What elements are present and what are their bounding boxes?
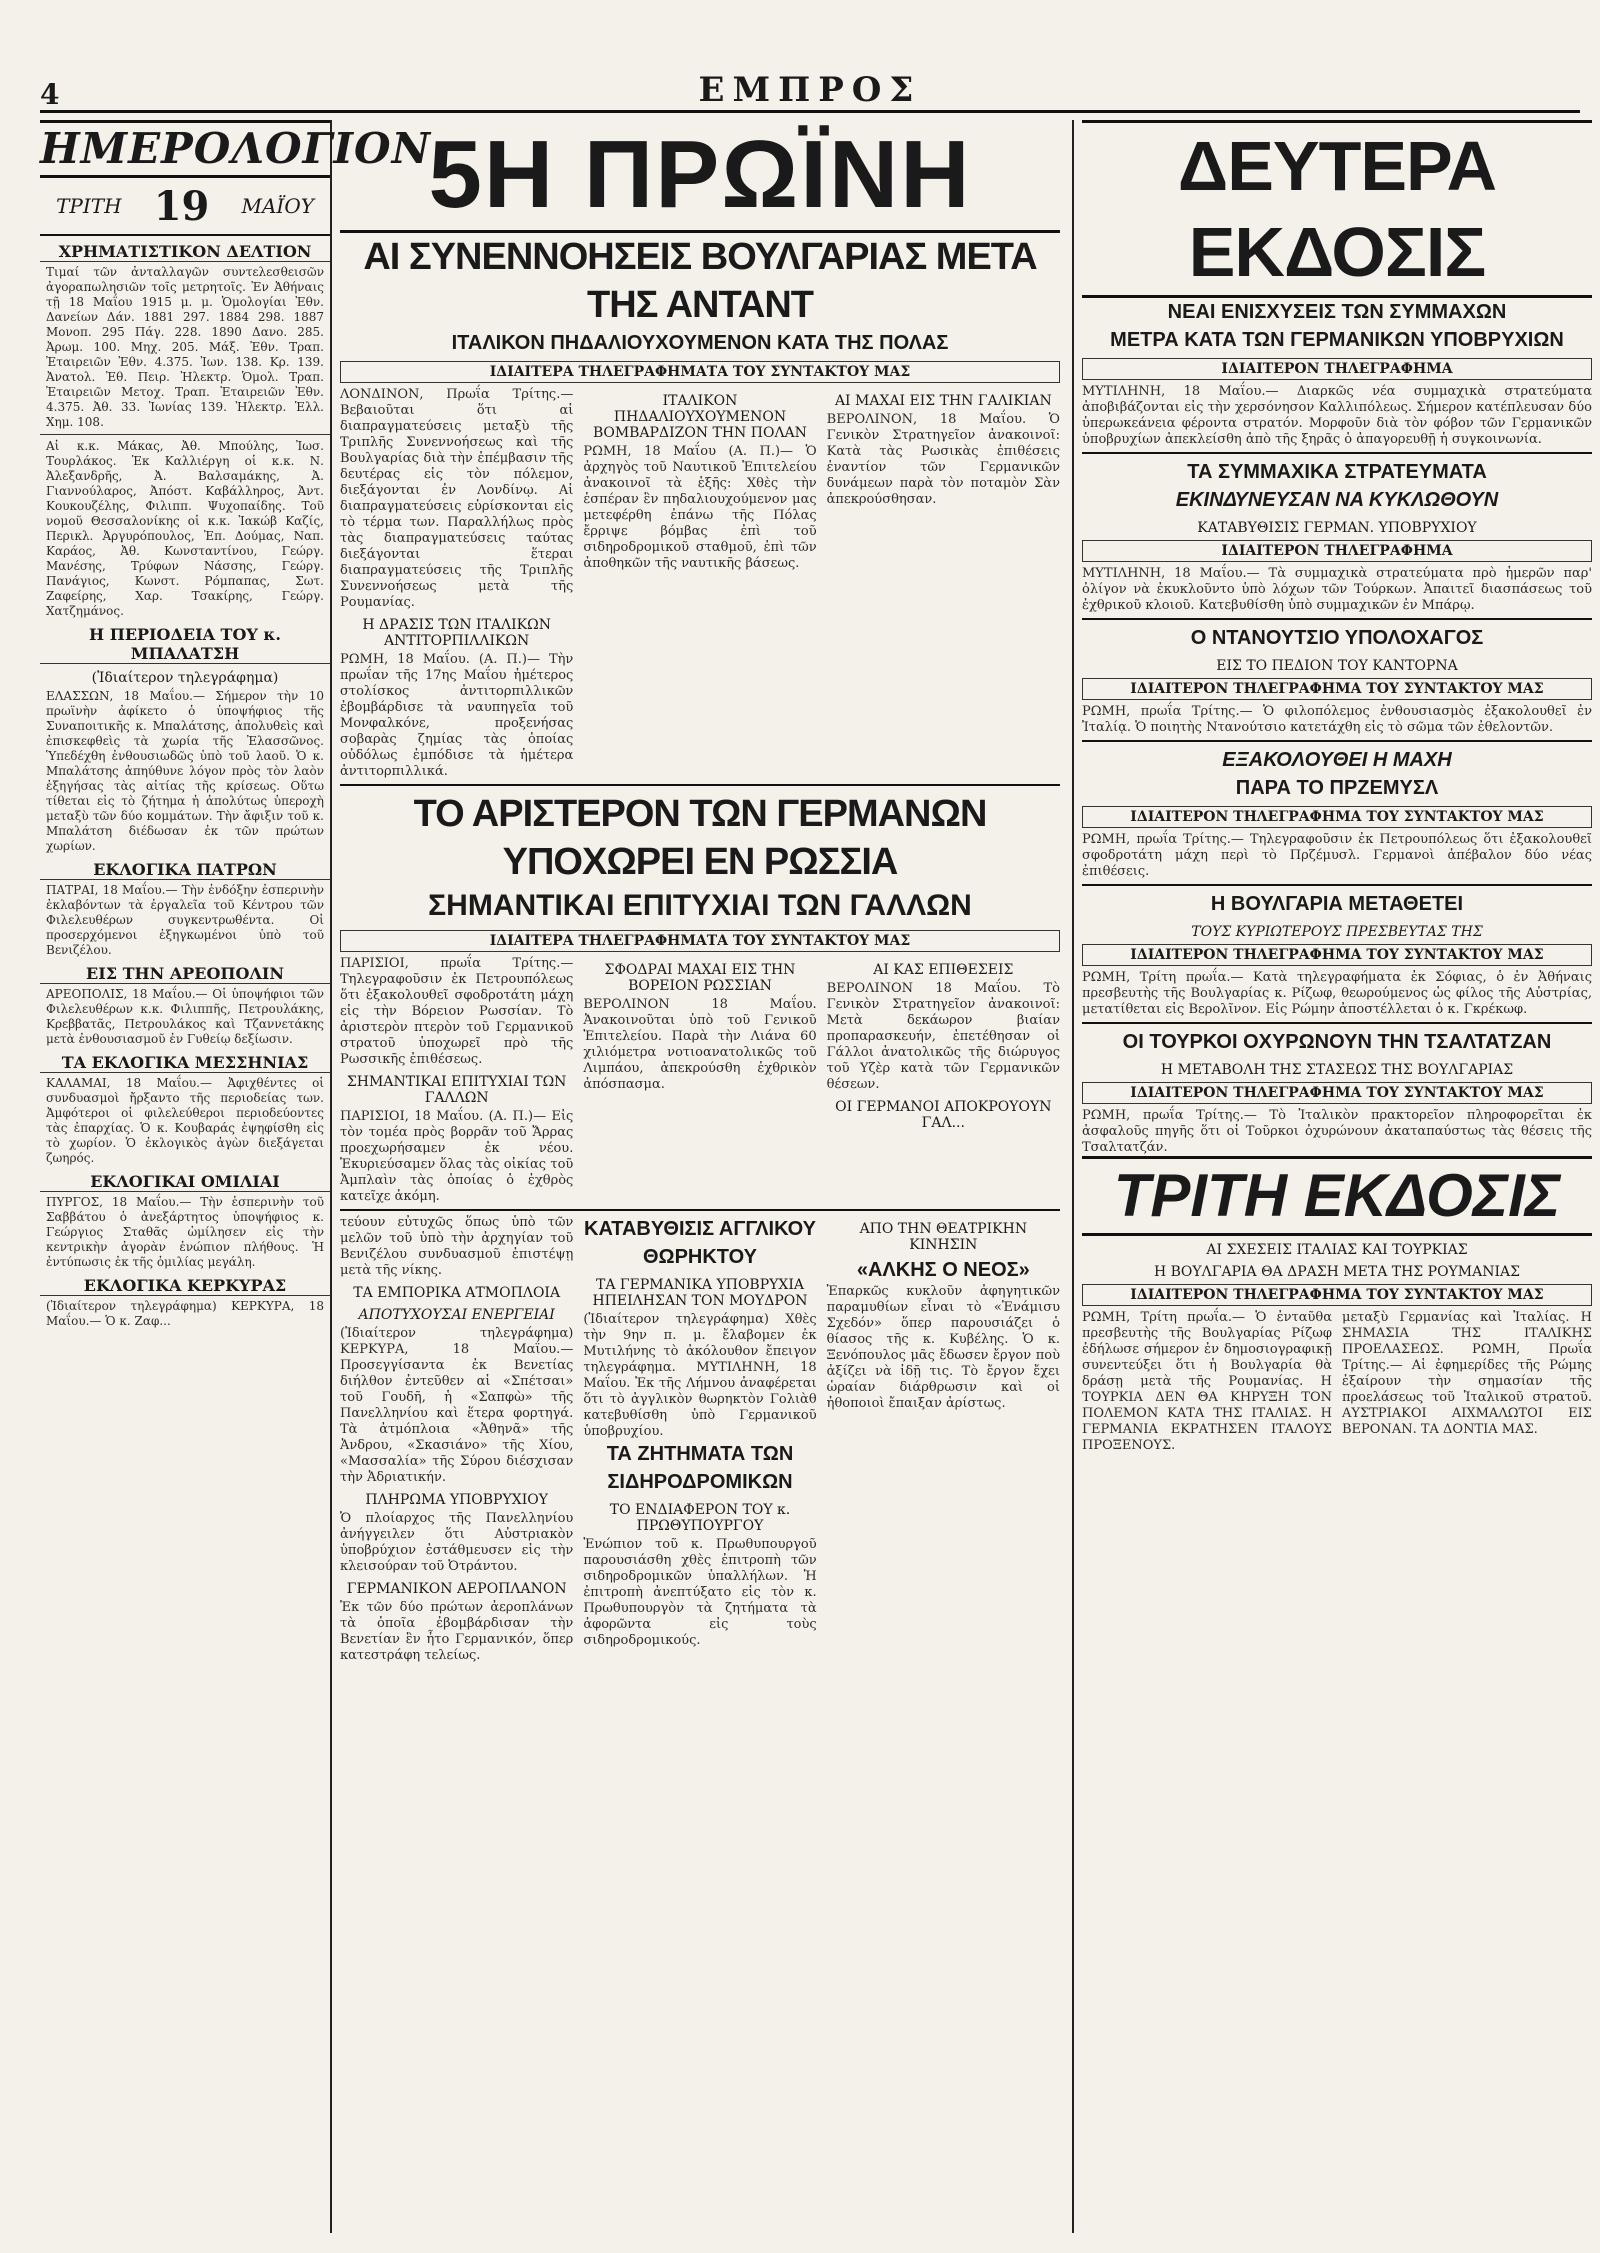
battleship-sinking-text: (Ἰδιαίτερον τηλεγράφημα) Χθὲς τὴν 9ην π. μ. ἔλαβομεν ἐκ Μυτιλήνης τὸ ἀκόλουθον ἔπειγον τηλεγράφημα. ΜΥΤΙΛΗΝΗ, 18 Μαΐου. Ἐκ τῆς Λήμνου ἀναφέρεται ὅτι τὸ ἀγγλικὸν θωρηκτὸν Γολιὰθ κατεβυθίσθη ὑπὸ Γερμανικοῦ ὑποβρυχίου. [583, 1312, 817, 1439]
italian-action-heading: Η ΔΡΑΣΙΣ ΤΩΝ ΙΤΑΛΙΚΩΝ ΑΝΤΙΤΟΡΠΙΛΛΙΚΩΝ [362, 617, 551, 649]
dannunzio-text: ΡΩΜΗ, πρωΐα Τρίτης.— Ὁ φιλοπόλεμος ἐνθουσιασμὸς ἐξακολουθεῖ ἐν Ἰταλίᾳ. Ὁ ποιητὴς Ντανούτσιο κατετάχθη εἰς τὸ σῶμα τῶν ἐθελοντῶν. [1082, 704, 1592, 735]
theater-text: Ἐπαρκῶς κυκλοῦν ἀφηγητικῶν παραμυθίων εἶναι τὸ «Ἐνάμισυ Σχεδόν» ὅπερ παρουσιάζει ὁ θίασος τῆς κ. Κυβέλης. Ὁ κ. Ξενόπουλος μᾶς ἔδωσεν ἔργον ποὺ ἀξίζει νὰ ἰδῇ τις. Τὸ ἔργον ἔχει ὡραίαν διάρθρωσιν καὶ οἱ ἠθοποιοὶ ἔπαιξαν ἀρίστως. [826, 1284, 1060, 1411]
bombing-text: ΡΩΜΗ, 18 Μαΐου (Α. Π.)— Ὁ ἀρχηγὸς τοῦ Ναυτικοῦ Ἐπιτελείου ἀνακοινοῖ τὰ ἑξῆς: Χθὲς τὴν ἑσπέραν ἓν πηδαλιουχούμενον μας μετεφέρθη ἐπάνω τῆς Πόλας ἔρριψε βόμβας ἐπὶ τοῦ σιδηροδρομικοῦ σταθμοῦ, ἐπὶ τῶν ἀποθηκῶν τῆς ναυτικῆς βάσεως. [583, 444, 817, 571]
gallic-success-heading: ΣΗΜΑΝΤΙΚΑΙ ΕΠΙΤΥΧΙΑΙ ΤΩΝ ΓΑΛΛΩΝ [346, 1074, 567, 1106]
galicia-text: ΒΕΡΟΛΙΝΟΝ, 18 Μαΐου. Ὁ Γενικὸν Στρατηγεῖον ἀνακοινοῖ: Κατὰ τὰς Ρωσικὰς ἐπιθέσεις ἐναντίον τῶν Γερμανικῶν δυνάμεων παρὰ τὸν ποταμὸν Σὰν ἀπεκρούσθησαν. [826, 412, 1060, 507]
messinia-heading: ΤΑ ΕΚΛΟΓΙΚΑ ΜΕΣΣΗΝΙΑΣ [40, 1053, 330, 1073]
germans-repulse-heading: ΟΙ ΓΕΡΜΑΝΟΙ ΑΠΟΚΡΟΥΟΥΝ ΓΑΛ... [835, 1099, 1052, 1131]
theater-play-title: «ΑΛΚΗΣ Ο ΝΕΟΣ» [856, 1259, 1030, 1281]
theater-heading: ΑΠΟ ΤΗΝ ΘΕΑΤΡΙΚΗΝ ΚΙΝΗΣΙΝ [859, 1221, 1028, 1253]
railway-subheading: ΤΟ ΕΝΔΙΑΦΕΡΟΝ ΤΟΥ κ. ΠΡΩΘΥΠΟΥΡΓΟΥ [609, 1502, 791, 1534]
mytilene-text: ΜΥΤΙΛΗΝΗ, 18 Μαΐου.— Διαρκῶς νέα συμμαχικὰ στρατεύματα ἀποβιβάζονται εἰς τὴν χερσόνησον Καλλιπόλεως. Σήμερον κατέπλευσαν δύο ὑπερωκεάνεια φέροντα στρατόν. Μορφοῦν διὰ τὸν φόβον τῶν Γερμανικῶν ὑποβρυχίων ἀπεκλείσθη ἀπὸ τῆς ξηρᾶς ὁ ἀπαγορευθῇ ἡ συγκοινωνία. [1082, 384, 1592, 447]
special-telegram-heading-2: ΙΔΙΑΙΤΕΡΟΝ ΤΗΛΕΓΡΑΦΗΜΑ [1082, 540, 1592, 562]
patron-heading: ΕΚΛΟΓΙΚΑ ΠΑΤΡΩΝ [40, 860, 330, 880]
second-edition-heading: ΔΕΥΤΕΡΑ ΕΚΔΟΣΙΣ [1082, 120, 1592, 298]
finance-text: Τιμαί τῶν ἀνταλλαγῶν συντελεσθεισῶν ἀγοραπωλησιῶν τοῖς μετρητοῖς. Ἐν Ἀθήναις τῇ 18 Μαΐου 1915 μ. μ. Ὁμολογίαι Ἐθν. Δανείων Δάν. 1881 297. 1884 298. 1887 Μονοπ. 295 Πάγ. 228. 1890 Δανο. 285. Ἀρωμ. 100. Μηχ. 205. Μάξ. Ἐθν. Τραπ. Ἐταιρειῶν Ἐθν. 4.375. Ἰων. 138. Κρ. 139. Ἀνατολ. Ἐθ. Πειρ. Ἠλεκτρ. Ὁμολ. Τραπ. Ἐταιρειῶν Μετοχ. Τραπ. Ἐταιρειῶν Ἐθν. 4.375. Ἀθ. 33. Ἰωνίας 139. Ἠλεκτρ. Ἑλλ. Χημ. 108. [46, 265, 324, 429]
battleship-sinking-heading: ΚΑΤΑΒΥΘΙΣΙΣ ΑΓΓΛΙΚΟΥ ΘΩΡΗΚΤΟΥ [584, 1218, 816, 1268]
areopolis-heading: ΕΙΣ ΤΗΝ ΑΡΕΟΠΟΛΙΝ [40, 964, 330, 984]
special-telegram-mine-heading-2: ΙΔΙΑΙΤΕΡΟΝ ΤΗΛΕΓΡΑΦΗΜΑ ΤΟΥ ΣΥΝΤΑΚΤΟΥ ΜΑΣ [1082, 806, 1592, 828]
anti-submarine-measures-heading: ΜΕΤΡΑ ΚΑΤΑ ΤΩΝ ΓΕΡΜΑΝΙΚΩΝ ΥΠΟΒΡΥΧΙΩΝ [1110, 329, 1564, 351]
month: ΜΑΪΟΥ [241, 194, 314, 218]
bulgaria-transfers-text: ΡΩΜΗ, Τρίτη πρωΐα.— Κατὰ τηλεγραφήματα ἐκ Σόφιας, ὁ ἐν Ἀθήναις πρεσβευτὴς τῆς Βουλγαρίας κ. Ρίζωφ, θεωρούμενος ὡς φίλος τῆς Αὐστρίας, μετατίθεται εἰς Βερολῖνον. Εἰς Ρώμην ἀποστέλλεται ὁ κ. Γκρέκωφ. [1082, 970, 1592, 1017]
bulgaria-romania-heading: Η ΒΟΥΛΓΑΡΙΑ ΘΑ ΔΡΑΣΗ ΜΕΤΑ ΤΗΣ ΡΟΥΜΑΝΙΑΣ [1153, 1264, 1521, 1280]
mytilene2-text: ΜΥΤΙΛΗΝΗ, 18 Μαΐου.— Τὰ συμμαχικὰ στρατεύματα πρὸ ἡμερῶν παρ' ὀλίγον νὰ ἐκυκλοῦντο ὑπὸ λόχων τῶν Τούρκων. Ἀπαιτεῖ διασπάσεως τοῦ ἐχθρικοῦ κλοιοῦ. Κατεβυθίσθη ὑπὸ συμμαχικῶν ἐν Μπάρῳ. [1082, 566, 1592, 613]
attacks-text: ΒΕΡΟΛΙΝΟΝ 18 Μαΐου. Τὸ Γενικὸν Στρατηγεῖον ἀνακοινοῖ: Μετὰ δεκάωρον βιαίαν προπαρασκευήν, ἐπετέθησαν οἱ Γάλλοι ἀνατολικῶς τῆς διώρυγος τοῦ Υζὲρ κατὰ τῶν Γερμανικῶν θέσεων. [826, 981, 1060, 1092]
italy-turkey-heading: ΑΙ ΣΧΕΣΕΙΣ ΙΤΑΛΙΑΣ ΚΑΙ ΤΟΥΡΚΙΑΣ [1206, 1242, 1468, 1258]
persons-text: Αἱ κ.κ. Μάκας, Ἀθ. Μπούλης, Ἰωσ. Τουρλάκος. Ἐκ Καλλιέργη οἱ κ.κ. Ν. Ἀλεξανδρῆς, Ἀ. Βαλσαμάκης, Ἀ. Γιαννούλαρος, Ἀπόστ. Καβάλληρος, Ἀντ. Κουκουζέλης, Φιλιππ. Ψυχοπαίδης. Τοῦ νομοῦ Θεσσαλονίκης οἱ κ.κ. Ἰακώβ Καζίς, Περικλ. Ἀργυρόπουλος, Ἐπ. Δούμας, Ναπ. Καράος, Ἀθ. Κωνσταντίνου, Γεώργ. Μανέσης, Τρύφων Νάσσης, Γεώργ. Πανάγιος, Κωνστ. Ρόμπαπας, Σωτ. Ζαφείρης, Χαρ. Τσακίρης, Γεώργ. Χατζημάνος. [46, 439, 324, 618]
battleship-sinking-subheading: ΤΑ ΓΕΡΜΑΝΙΚΑ ΥΠΟΒΡΥΧΙΑ ΗΠΕΙΛΗΣΑΝ ΤΟΝ ΜΟΥΔΡΟΝ [592, 1277, 808, 1309]
allied-troops-heading: ΤΑ ΣΥΜΜΑΧΙΚΑ ΣΤΡΑΤΕΥΜΑΤΑ [1187, 461, 1487, 483]
patron-text: ΠΑΤΡΑΙ, 18 Μαΐου.— Τὴν ἐνδόξην ἐσπερινὴν ἐκλαβόντων τὰ ἐργαλεῖα τοῦ Κέντρου τῶν Φιλελευθέρων συγκεντρωθέντα. Οἱ προσερχόμενοι ἐξηγκωμένοι ὑπὸ τοῦ Βενιζέλου. [46, 883, 324, 957]
bottom-articles [340, 1215, 1060, 1664]
paper-name: ΕΜΠΡΟΣ [698, 70, 922, 110]
dannunzio-subheading: ΕΙΣ ΤΟ ΠΕΔΙΟΝ ΤΟΥ ΚΑΝΤΟΡΝΑ [1216, 658, 1458, 674]
bombing-heading: ΙΤΑΛΙΚΟΝ ΠΗΔΑΛΙΟΥΧΟΥΜΕΝΟΝ ΒΟΜΒΑΡΔΙΖΟΝ ΤΗΝ ΠΟΛΑΝ [593, 393, 807, 441]
masthead [40, 70, 1580, 113]
rome-text: ΡΩΜΗ, 18 Μαΐου. (Α. Π.)— Τὴν πρωΐαν τῆς 17ης Μαΐου ἡμέτερος στολίσκος ἀντιτορπιλλικῶν ἐβομβάρδισε τὰ ναυπηγεῖα τοῦ Μονφαλκόνε, προξενήσας σοβαρὰς ζημίας τὰς ὁποίας οὐδόλως ἐμπόδισε τὰ ἡμέτερα ἀντιτορπιλλικά. [340, 652, 574, 779]
north-russia-text: ΒΕΡΟΛΙΝΟΝ 18 Μαΐου. Ἀνακοινοῦται ὑπὸ τοῦ Γενικοῦ Ἐπιτελείου. Παρὰ τὴν Λιάνα 60 χιλιόμετρα νοτιοανατολικῶς τοῦ Λιμπάου, ἀπεκρούσθη ἐχθρικὸν ἀπόσπασμα. [583, 997, 817, 1092]
german-airplane-text: Ἐκ τῶν δύο πρώτων ἀεροπλάνων τὰ ὁποῖα ἐβομβάρδισαν τὴν Βενετίαν ἓν ἦτο Γερμανικόν, ὅπερ κατεστράφη τελείως. [340, 1600, 574, 1663]
paris-text: ΠΑΡΙΣΙΟΙ, πρωΐα Τρίτης.— Τηλεγραφοῦσιν ἐκ Πετρουπόλεως ὅτι ἐξακολουθεῖ σφοδροτάτη μάχη εἰς τὴν Βόρειον Ρωσσίαν. Τὸ ἀριστερὸν πτερὸν τοῦ Γερμανικοῦ στρατοῦ ὑποχωρεῖ πρὸ τῆς Ρωσσικῆς ἐπιθέσεως. [340, 956, 574, 1067]
mpalatsi-heading: Η ΠΕΡΙΟΔΕΙΑ ΤΟΥ κ. ΜΠΑΛΑΤΣΗ [40, 625, 330, 664]
german-left-retreat-heading: ΤΟ ΑΡΙΣΤΕΡΟΝ ΤΩΝ ΓΕΡΜΑΝΩΝ ΥΠΟΧΩΡΕΙ ΕΝ ΡΩΣΣΙΑ [413, 793, 987, 883]
encircle-heading: ΕΚΙΝΔΥΝΕΥΣΑΝ ΝΑ ΚΥΚΛΩΘΟΥΝ [1175, 489, 1499, 511]
fifth-edition-heading: 5Η ΠΡΩΪΝΗ [340, 120, 1060, 233]
middle-column [340, 120, 1060, 2233]
railway-heading: ΤΑ ΖΗΤΗΜΑΤΑ ΤΩΝ ΣΙΔΗΡΟΔΡΟΜΙΚΩΝ [606, 1443, 794, 1493]
speeches-text: ΠΥΡΓΟΣ, 18 Μαΐου.— Τὴν ἑσπερινὴν τοῦ Σαββάτου ὁ ἀνεξάρτητος ὑποψήφιος κ. Γεώργιος Σταθᾶς ὡμίλησεν εἰς τὴν κεντρικὴν ἀγορὰν ἐνώπιον πλήθους. Ἡ ἐντύπωσις ἐκ τῆς ὁμιλίας μεγάλη. [46, 1195, 324, 1269]
merchant-ships-heading: ΤΑ ΕΜΠΟΡΙΚΑ ΑΤΜΟΠΛΟΙΑ [353, 1285, 561, 1301]
almanac-title: ΗΜΕΡΟΛΟΓΙΟΝ [40, 120, 330, 178]
third-edition-heading: ΤΡΙΤΗ ΕΚΔΟΣΙΣ [1082, 1156, 1592, 1236]
day-number: 19 [153, 182, 210, 230]
special-telegram-heading: ΙΔΙΑΙΤΕΡΟΝ ΤΗΛΕΓΡΑΦΗΜΑ [1082, 358, 1592, 380]
page-number: 4 [40, 78, 60, 111]
submarine-crew-heading: ΠΛΗΡΩΜΑ ΥΠΟΒΡΥΧΙΟΥ [365, 1492, 548, 1508]
italian-airship-heading: ΙΤΑΛΙΚΟΝ ΠΗΔΑΛΙΟΥΧΟΥΜΕΝΟΝ ΚΑΤΑ ΤΗΣ ΠΟΛΑΣ [451, 332, 949, 354]
french-success-heading: ΣΗΜΑΝΤΙΚΑΙ ΕΠΙΤΥΧΙΑΙ ΤΩΝ ΓΑΛΛΩΝ [428, 889, 972, 922]
przemysl-text: ΡΩΜΗ, πρωΐα Τρίτης.— Τηλεγραφοῦσιν ἐκ Πετρουπόλεως ὅτι ἐξακολουθεῖ σφοδροτάτη μάχη περὶ τὸ Πρζέμυσλ. Γερμανοὶ ἀπέβαλον δύο νέας ἐπιθέσεις. [1082, 832, 1592, 879]
merchant-ships-subheading: ΑΠΟΤΥΧΟΥΣΑΙ ΕΝΕΡΓΕΙΑΙ [358, 1307, 555, 1323]
german-airplane-heading: ΓΕΡΜΑΝΙΚΟΝ ΑΕΡΟΠΛΑΝΟΝ [346, 1581, 567, 1597]
mpalatsi-subheading: (Ἰδιαίτερον τηλεγράφημα) [91, 670, 279, 686]
venice-text: τεύουν εὐτυχῶς ὅπως ὑπὸ τῶν μελῶν τοῦ ὑπὸ τὴν ἀρχηγίαν τοῦ Βενιζέλου συνδυασμοῦ ἐπιστέψῃ μετὰ τῆς νίκης. [340, 1215, 574, 1278]
special-telegram-mine-heading-5: ΙΔΙΑΙΤΕΡΟΝ ΤΗΛΕΓΡΑΦΗΜΑ ΤΟΥ ΣΥΝΤΑΚΤΟΥ ΜΑΣ [1082, 1284, 1592, 1306]
special-telegram-mine-heading-4: ΙΔΙΑΙΤΕΡΟΝ ΤΗΛΕΓΡΑΦΗΜΑ ΤΟΥ ΣΥΝΤΑΚΤΟΥ ΜΑΣ [1082, 1082, 1592, 1104]
special-telegrams-heading: ΙΔΙΑΙΤΕΡΑ ΤΗΛΕΓΡΑΦΗΜΑΤΑ ΤΟΥ ΣΥΝΤΑΚΤΟΥ ΜΑΣ [340, 361, 1060, 383]
third-edition-text-a: ΡΩΜΗ, Τρίτη πρωΐα.— Ὁ ἐνταῦθα πρεσβευτὴς τῆς Βουλγαρίας Ρίζωφ ἐδήλωσε σήμερον ἐν δημοσιογραφικῇ συνεντεύξει ὅτι ἡ Βουλγαρία θὰ δράσῃ μετὰ τῆς Ρουμανίας. Η ΤΟΥΡΚΙΑ ΔΕΝ ΘΑ ΚΗΡΥΞΗ ΤΟΝ ΠΟΛΕΜΟΝ ΚΑΤΑ ΤΗΣ ΙΤΑΛΙΑΣ. Η ΓΕΡΜΑΝΙΑ ΕΚΡΑΤΗΣΕΝ ΙΤΑΛΟΥΣ ΠΡΟΞΕΝΟΥΣ. [1082, 1310, 1332, 1453]
special-telegram-mine-heading-3: ΙΔΙΑΙΤΕΡΟΝ ΤΗΛΕΓΡΑΦΗΜΑ ΤΟΥ ΣΥΝΤΑΚΤΟΥ ΜΑΣ [1082, 944, 1592, 966]
stance-change-text: ΡΩΜΗ, πρωΐα Τρίτης.— Τὸ Ἰταλικὸν πρακτορεῖον πληροφορεῖται ἐκ ἀσφαλοῦς πηγῆς ὅτι οἱ Τοῦρκοι ὀχυρώνουν ἀκαταπαύστως τὰς θέσεις τῆς Τσαλτατζάν. [1082, 1108, 1592, 1155]
finance-heading: ΧΡΗΜΑΤΙΣΤΙΚΟΝ ΔΕΛΤΙΟΝ [40, 242, 330, 262]
areopolis-text: ΑΡΕΟΠΟΛΙΣ, 18 Μαΐου.— Οἱ ὑποψήφιοι τῶν Φιλελευθέρων κ.κ. Φιλιππῆς, Πετρουλάκης, Κρεββατᾶς, Πετρουλάκος καὶ Τζαννετάκης μετὰ ἐνθουσιασμοῦ ἐν Γυθείῳ δεξίωσιν. [46, 987, 324, 1046]
middle-articles [340, 956, 1060, 1205]
date-row [40, 178, 330, 236]
bulgaria-transfers-heading: Η ΒΟΥΛΓΑΡΙΑ ΜΕΤΑΘΕΤΕΙ [1210, 893, 1464, 915]
attacks-heading: ΑΙ ΚΑΣ ΕΠΙΘΕΣΕΙΣ [873, 962, 1014, 978]
london-text: ΛΟΝΔΙΝΟΝ, Πρωΐα Τρίτης.— Βεβαιοῦται ὅτι αἱ διαπραγματεύσεις μεταξὺ τῆς Τριπλῆς Συνεννοήσεως καὶ τῆς Βουλγαρίας διὰ τὴν ἐπέμβασιν τῆς δευτέρας εἰς τὸν πόλεμον, διεξάγονται ἐν Λονδίνῳ. Αἱ διαπραγματεύσεις εὑρίσκονται εἰς τὸ τέρμα των. Παραλλήλως πρὸς τὰς διαπραγματεύσεις ταύτας διεξάγονται ἕτεραι διαπραγματεύσεις τῆς Τριπλῆς Συνεννοήσεως μετὰ τῆς Ρουμανίας. [340, 387, 574, 610]
special-telegrams-heading-2: ΙΔΙΑΙΤΕΡΑ ΤΗΛΕΓΡΑΦΗΜΑΤΑ ΤΟΥ ΣΥΝΤΑΚΤΟΥ ΜΑΣ [340, 930, 1060, 952]
third-edition-text-b: μεταξὺ Γερμανίας καὶ Ἰταλίας. Η ΣΗΜΑΣΙΑ ΤΗΣ ΙΤΑΛΙΚΗΣ ΠΡΟΕΛΑΣΕΩΣ. ΡΩΜΗ, Πρωΐα Τρίτης.— Αἱ ἐφημερίδες τῆς Ρώμης ἐξαίρουν τὴν σημασίαν τῆς προελάσεως τοῦ Ἰταλικοῦ στρατοῦ. ΑΥΣΤΡΙΑΚΟΙ ΑΙΧΜΑΛΩΤΟΙ ΕΙΣ ΒΕΡΟΝΑΝ. ΤΑ ΔΟΝΤΙΑ ΜΑΣ. [1342, 1310, 1592, 1437]
merchant-ships-text: (Ἰδιαίτερον τηλεγράφημα) ΚΕΡΚΥΡΑ, 18 Μαΐου.— Προσεγγίσαντα ἐκ Βενετίας διήλθον ἐντεῦθεν αἱ «Σπέτσαι» τοῦ Γουδῆ, ἡ «Σαπφὼ» τῆς Πανελληνίου καὶ ἕτερα φορτηγά. Τὰ ἀτμόπλοια «Ἀθηνᾶ» τῆς Ἀνδρου, «Σκασιάνο» τῆς Χίου, «Μασσαλία» τῆς Σύρου διέσχισαν τὴν Ἀδριατικήν. [340, 1326, 574, 1485]
messinia-text: ΚΑΛΑΜΑΙ, 18 Μαΐου.— Ἀφιχθέντες οἱ συνδυασμοὶ ἤρξαντο τῆς περιοδείας των. Ἀμφότεροι οἱ φιλελεύθεροι περιοδεύοντες τὰς ἐπαρχίας. Ὁ κ. Κουβαράς ἐψηφίσθη εἰς τὸ χωρίον. Ὁ ἐκλογικὸς ἀγὼν διεξάγεται ζωηρός. [46, 1076, 324, 1165]
kerkyra-text: (Ἰδιαίτερον τηλεγράφημα) ΚΕΡΚΥΡΑ, 18 Μαΐου.— Ὁ κ. Ζαφ... [46, 1299, 324, 1328]
allied-reinforcements-heading: ΝΕΑΙ ΕΝΙΣΧΥΣΕΙΣ ΤΩΝ ΣΥΜΜΑΧΩΝ [1167, 301, 1507, 323]
bulgaria-entente-heading: ΑΙ ΣΥΝΕΝΝΟΗΣΕΙΣ ΒΟΥΛΓΑΡΙΑΣ ΜΕΤΑ ΤΗΣ ΑΝΤΑΝΤ [363, 236, 1037, 326]
weekday: ΤΡΙΤΗ [56, 194, 122, 218]
railway-text: Ἐνώπιον τοῦ κ. Πρωθυπουργοῦ παρουσιάσθη χθὲς ἐπιτροπὴ τῶν σιδηροδρομικῶν ὑπαλλήλων. Ἡ ἐπιτροπὴ ἀνεπτύξατο εἰς τὸν κ. Πρωθυπουργὸν τὰ ζητήματα τὰ ἀφορῶντα εἰς τοὺς σιδηροδρομικούς. [583, 1537, 817, 1648]
left-column [40, 120, 431, 2233]
battle-continues-heading: ΕΞΑΚΟΛΟΥΘΕΙ Η ΜΑΧΗ [1222, 749, 1452, 771]
submarine-crew-text: Ὁ πλοίαρχος τῆς Πανελληνίου ἀνήγγειλεν ὅτι Αὐστριακὸν ὑποβρύχιον ἐστάθμευσεν εἰς τὴν κλεισούραν τοῦ Ὀτράντου. [340, 1511, 574, 1574]
u-boat-sinking-heading: ΚΑΤΑΒΥΘΙΣΙΣ ΓΕΡΜΑΝ. ΥΠΟΒΡΥΧΙΟΥ [1197, 520, 1477, 536]
dannunzio-heading: Ο ΝΤΑΝΟΥΤΣΙΟ ΥΠΟΛΟΧΑΓΟΣ [1190, 627, 1484, 649]
special-telegram-mine-heading: ΙΔΙΑΙΤΕΡΟΝ ΤΗΛΕΓΡΑΦΗΜΑ ΤΟΥ ΣΥΝΤΑΚΤΟΥ ΜΑΣ [1082, 678, 1592, 700]
mpalatsi-text: ΕΛΑΣΣΩΝ, 18 Μαΐου.— Σήμερον τὴν 10 πρωϊνὴν ἀφίκετο ὁ ὑποψήφιος τῆς Συναποιτικῆς κ. Μπαλάτσης, ἀπολυθεὶς καὶ ἐπισκεφθεὶς τὰ χωρία τῆς Ἐλασσῶνος. Ὑπεδέχθη ἐνθουσιωδῶς ὑπὸ τοῦ λαοῦ. Ὁ κ. Μπαλάτσης ἀπηύθυνε λόγον πρὸς τὸν λαὸν ἐξηγήσας τὰς αἰτίας τῆς κρίσεως. Οὕτω τίθεται εἰς τὸ ζήτημα ἡ ἀπολύτως ὑπεροχὴ μεταξὺ τῶν δύο κομμάτων. Τὴν ἄφιξιν τοῦ κ. Μπαλάτση διέδωσαν ἐκ τῶν πρώτων χωρίων. [46, 689, 324, 853]
przemysl-heading: ΠΑΡΑ ΤΟ ΠΡΖΕΜΥΣΛ [1235, 777, 1439, 799]
north-russia-heading: ΣΦΟΔΡΑΙ ΜΑΧΑΙ ΕΙΣ ΤΗΝ ΒΟΡΕΙΟΝ ΡΩΣΣΙΑΝ [604, 962, 796, 994]
tsaldatzan-heading: ΟΙ ΤΟΥΡΚΟΙ ΟΧΥΡΩΝΟΥΝ ΤΗΝ ΤΣΑΛΤΑΤΖΑΝ [1122, 1031, 1552, 1053]
kerkyra-heading: ΕΚΛΟΓΙΚΑ ΚΕΡΚΥΡΑΣ [40, 1276, 330, 1296]
galicia-heading: ΑΙ ΜΑΧΑΙ ΕΙΣ ΤΗΝ ΓΑΛΙΚΙΑΝ [834, 393, 1052, 409]
gallic-success-text: ΠΑΡΙΣΙΟΙ, 18 Μαΐου. (Α. Π.)— Εἰς τὸν τομέα πρὸς βορρᾶν τοῦ Ἄρρας προεχωρήσαμεν ἐκ νέου. Ἐκυριεύσαμεν ὅλας τὰς οἰκίας τοῦ Ἀμπλαὶν τὰς ὁποίας ὁ ἐχθρὸς κατεῖχε ἀκόμη. [340, 1109, 574, 1204]
stance-change-heading: Η ΜΕΤΑΒΟΛΗ ΤΗΣ ΣΤΑΣΕΩΣ ΤΗΣ ΒΟΥΛΓΑΡΙΑΣ [1160, 1062, 1514, 1078]
speeches-heading: ΕΚΛΟΓΙΚΑΙ ΟΜΙΛΙΑΙ [40, 1172, 330, 1192]
top-articles [340, 387, 1060, 780]
third-edition-columns [1082, 1310, 1592, 1454]
right-column [1072, 120, 1592, 2233]
ambassadors-subheading: ΤΟΥΣ ΚΥΡΙΩΤΕΡΟΥΣ ΠΡΕΣΒΕΥΤΑΣ ΤΗΣ [1191, 924, 1483, 940]
